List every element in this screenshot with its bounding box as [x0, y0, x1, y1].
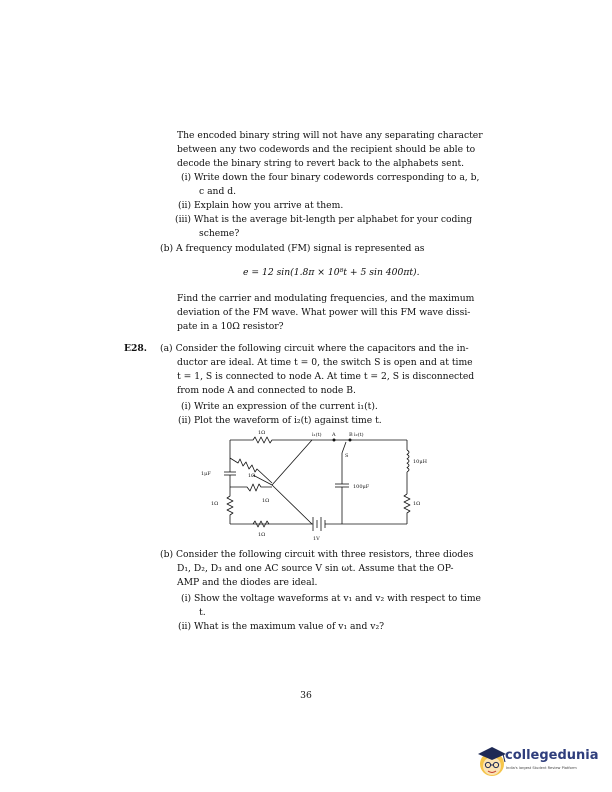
body-line: t = 1, S is connected to node A. At time t = 2, S is disconnected — [177, 371, 475, 382]
label-cap-left: 1μF — [201, 471, 211, 477]
subquestion: (i) Write an expression of the current i₁(t). — [181, 401, 378, 412]
question-part-a: (a) Consider the following circuit where the capacitors and the in- — [160, 343, 469, 354]
circuit-diagram — [195, 425, 435, 543]
label-i2: i₂(t) — [354, 432, 364, 438]
subquestion: (i) Show the voltage waveforms at v₁ and v₂ with respect to time — [181, 593, 481, 604]
body-line: D₁, D₂, D₃ and one AC source V sin ωt. Assume that the OP- — [177, 563, 454, 574]
subquestion-cont: t. — [199, 607, 206, 618]
fm-equation: e = 12 sin(1.8π × 10⁸t + 5 sin 400πt). — [243, 267, 420, 278]
label-r-left: 1Ω — [211, 501, 219, 507]
subquestion: (i) Write down the four binary codewords corresponding to a, b, — [181, 172, 480, 183]
label-cap-mid: 100μF — [353, 484, 370, 490]
label-node-a: A — [332, 432, 336, 438]
subquestion-cont: c and d. — [199, 186, 237, 197]
question-number: E28. — [124, 343, 147, 354]
logo-name: collegedunia — [505, 748, 599, 763]
label-r-right: 1Ω — [413, 501, 421, 507]
body-line: decode the binary string to revert back to the alphabets sent. — [177, 158, 465, 169]
label-r-top: 1Ω — [258, 430, 266, 436]
body-line: between any two codewords and the recipient should be able to — [177, 144, 476, 155]
label-i1: i₁(t) — [312, 432, 322, 438]
question-part-b: (b) A frequency modulated (FM) signal is represented as — [160, 243, 425, 254]
subquestion: (iii) What is the average bit-length per alphabet for your coding — [175, 214, 473, 225]
label-node-b: B — [349, 432, 353, 438]
body-line: from node A and connected to node B. — [177, 385, 356, 396]
label-r-bottom: 1Ω — [258, 532, 266, 538]
label-switch: S — [345, 453, 349, 459]
body-line: Find the carrier and modulating frequencies, and the maximum — [177, 293, 475, 304]
body-line: AMP and the diodes are ideal. — [177, 577, 318, 588]
logo-tagline: India's largest Student Review Platform — [506, 766, 577, 770]
label-r-diag: 1Ω — [248, 473, 256, 479]
label-r-center: 1Ω — [262, 498, 270, 504]
body-line: The encoded binary string will not have any separating character — [177, 130, 483, 141]
subquestion: (ii) Plot the waveform of i₂(t) against time t. — [178, 415, 382, 426]
subquestion: (ii) What is the maximum value of v₁ and v₂? — [178, 621, 385, 632]
subquestion: (ii) Explain how you arrive at them. — [178, 200, 344, 211]
body-line: pate in a 10Ω resistor? — [177, 321, 284, 332]
label-battery: 1V — [313, 536, 320, 542]
question-part-b: (b) Consider the following circuit with three resistors, three diodes — [160, 549, 474, 560]
body-line: deviation of the FM wave. What power will this FM wave dissi- — [177, 307, 471, 318]
label-inductor: 10μH — [413, 459, 427, 465]
body-line: ductor are ideal. At time t = 0, the switch S is open and at time — [177, 357, 473, 368]
page-number: 36 — [300, 690, 312, 701]
subquestion-cont: scheme? — [199, 228, 240, 239]
